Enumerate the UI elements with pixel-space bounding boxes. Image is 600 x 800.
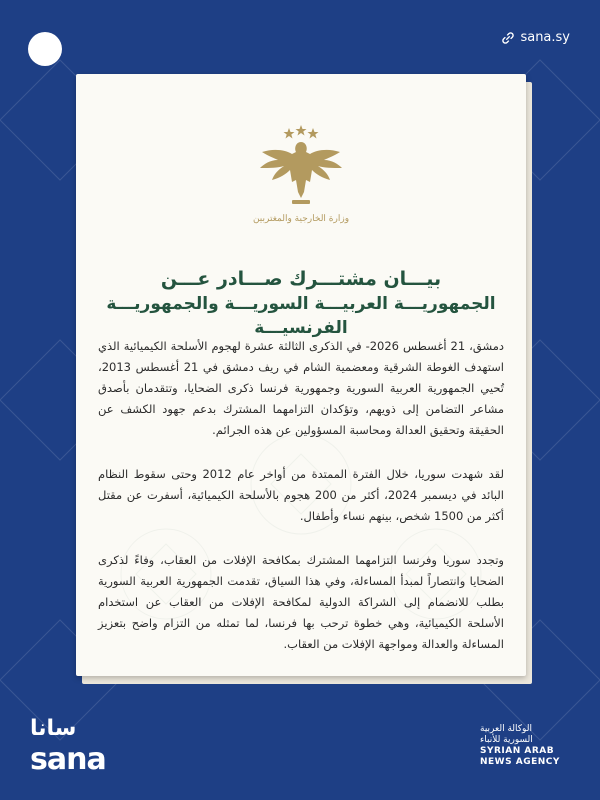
title-line-2: الجمهوريـــة العربيـــة السوريـــة والجمهوريـــة الفرنسيـــة [106, 294, 496, 338]
agency-name-en-1: SYRIAN ARAB [480, 746, 555, 756]
paragraph-3: وتجدد سوريا وفرنسا التزامهما المشترك بمكافحة الإفلات من العقاب، وفاءً لذكرى الضحايا وانتصاراً لمبدأ المساءلة، وفي هذا السياق، تقدمت الجمهورية العربية السورية بطلب للانضمام إلى الشراكة الدولية لمكافحة الإفلات من العقاب عن استخدام الأسلحة الكيميائية، وهي خطوة ترحب بها فرنسا، لما تمثله من التزام واضح بتعزيز المساءلة والعدالة ومواجهة الإفلات من العقاب. [98, 553, 504, 651]
agency-name-en-2: NEWS AGENCY [480, 757, 560, 767]
statement-body [98, 336, 504, 676]
paragraph-2: لقد شهدت سوريا، خلال الفترة الممتدة من أواخر عام 2012 وحتى سقوط النظام البائد في ديسمبر 2024، أكثر من 200 هجوم بالأسلحة الكيميائية، أسفرت عن مقتل أكثر من 1500 شخص، بينهم نساء وأطفال. [98, 467, 504, 523]
link-icon [501, 31, 515, 45]
agency-name-ar-2: السورية للأنباء [480, 735, 533, 745]
agency-name-ar-1: الوكالة العربية [480, 724, 532, 734]
emblem-caption: وزارة الخارجية والمغتربين [252, 214, 350, 224]
agency-name [480, 724, 570, 768]
statement-document [76, 74, 526, 676]
eagle-emblem-icon [256, 122, 346, 212]
source-text: sana.sy [520, 30, 570, 45]
statement-title [96, 266, 506, 340]
corner-dot [28, 32, 62, 66]
source-link[interactable] [501, 30, 570, 45]
ministry-emblem [246, 122, 356, 262]
paragraph-1: دمشق، 21 أغسطس 2026- في الذكرى الثالثة عشرة لهجوم الأسلحة الكيميائية الذي استهدف الغوطة الشرقية ومعضمية الشام في ريف دمشق في 21 أغسطس 2013، تُحيي الجمهورية العربية السورية وجمهورية فرنسا ذكرى الضحايا، وتتقدمان بأصدق مشاعر التضامن إلى ذويهم، وتؤكدان التزامهما المشترك بدعم جهود الكشف عن الحقيقة وتحقيق العدالة ومحاسبة المسؤولين عن هذه الجرائم. [98, 339, 504, 437]
sana-logo-arabic: سانا [30, 716, 77, 741]
sana-logo-latin: sana [30, 742, 106, 777]
title-line-1: بيـــان مشتـــرك صـــادر عـــن [160, 268, 442, 290]
